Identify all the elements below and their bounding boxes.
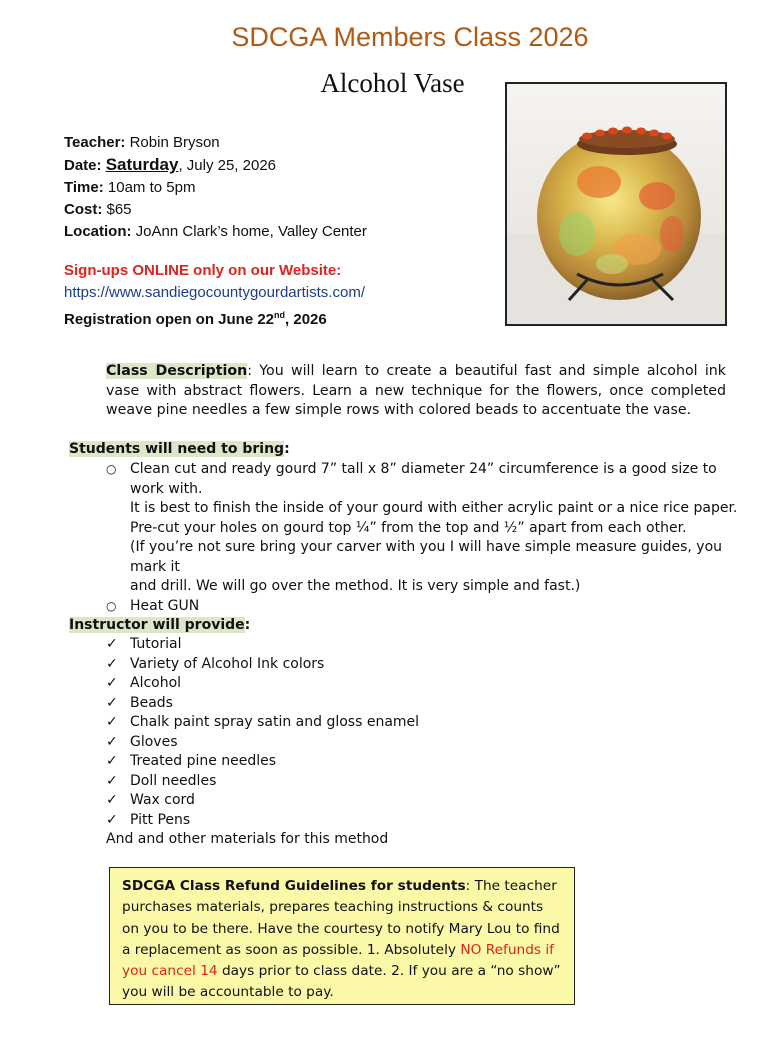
refund-guidelines-box bbox=[109, 867, 575, 1005]
date-value: , July 25, 2026 bbox=[178, 157, 277, 174]
bring-item-line: Pre-cut your holes on gourd top ¼” from the top and ½” apart from each other. bbox=[130, 519, 687, 536]
location-value: JoAnn Clark’s home, Valley Center bbox=[135, 223, 367, 240]
checkmark-icon: ✓ bbox=[106, 792, 118, 808]
list-item bbox=[106, 597, 746, 617]
circle-bullet-icon: ○ bbox=[106, 598, 117, 613]
checkmark-icon: ✓ bbox=[106, 694, 118, 711]
checkmark-icon: ✓ bbox=[106, 675, 118, 691]
bring-list bbox=[106, 460, 746, 616]
bring-heading-colon: : bbox=[284, 441, 290, 457]
provide-item-text: Chalk paint spray satin and gloss enamel bbox=[130, 714, 420, 730]
bring-item-line: (If you’re not sure bring your carver with you I will have simple measure guides, you mark it bbox=[130, 539, 723, 575]
bring-heading bbox=[69, 441, 290, 457]
list-item bbox=[106, 713, 606, 733]
teacher-value: Robin Bryson bbox=[129, 134, 220, 151]
provide-footer: And and other materials for this method bbox=[106, 831, 389, 847]
registration-sup: nd bbox=[274, 310, 286, 320]
cost-value: $65 bbox=[106, 201, 132, 218]
list-item bbox=[106, 811, 606, 831]
location-row bbox=[64, 221, 367, 243]
bring-item-text: Heat GUN bbox=[130, 597, 200, 614]
checkmark-icon: ✓ bbox=[106, 714, 118, 730]
time-value: 10am to 5pm bbox=[107, 179, 196, 196]
provide-heading-colon: : bbox=[244, 617, 251, 633]
refund-text-end: days prior to class date. 2. If you are a “no show” you will be accountable to pay. bbox=[122, 963, 561, 1001]
date-day: Saturday bbox=[105, 155, 179, 174]
provide-heading bbox=[69, 617, 250, 633]
class-description bbox=[106, 362, 726, 421]
class-details bbox=[64, 132, 367, 243]
list-item bbox=[106, 733, 606, 753]
time-row bbox=[64, 177, 367, 199]
signup-notice: Sign-ups ONLINE only on our Website: bbox=[64, 262, 342, 279]
refund-warning: NO Refunds if you cancel 14 bbox=[122, 941, 554, 980]
provide-item-text: Wax cord bbox=[130, 792, 195, 808]
provide-item-text: Gloves bbox=[130, 733, 178, 750]
bring-item-line: It is best to finish the inside of your gourd with either acrylic paint or a nice rice paper. bbox=[130, 500, 738, 516]
provide-item-text: Doll needles bbox=[130, 772, 217, 789]
provide-item-text: Variety of Alcohol Ink colors bbox=[130, 655, 325, 672]
provide-item-text: Pitt Pens bbox=[130, 811, 191, 828]
page-title: SDCGA Members Class 2026 bbox=[231, 22, 589, 52]
list-item bbox=[106, 655, 606, 675]
bring-item-text: Clean cut and ready gourd 7” tall x 8” diameter 24” circumference is a good size to work with. bbox=[130, 461, 717, 497]
checkmark-icon: ✓ bbox=[106, 811, 118, 828]
checkmark-icon: ✓ bbox=[106, 636, 118, 652]
provide-item-text: Beads bbox=[130, 694, 173, 711]
checkmark-icon: ✓ bbox=[106, 753, 118, 769]
provide-item-text: Tutorial bbox=[130, 636, 182, 652]
list-item bbox=[106, 694, 606, 714]
refund-label: SDCGA Class Refund Guidelines for students bbox=[122, 878, 466, 894]
list-item bbox=[106, 674, 606, 694]
location-label: Location: bbox=[64, 223, 132, 240]
cost-row bbox=[64, 199, 367, 221]
teacher-label: Teacher: bbox=[64, 134, 126, 151]
bring-item-line: and drill. We will go over the method. It is very simple and fast.) bbox=[130, 578, 581, 594]
class-title: Alcohol Vase bbox=[320, 68, 465, 98]
registration-suffix: , 2026 bbox=[285, 311, 327, 328]
cost-label: Cost: bbox=[64, 201, 103, 218]
signup-section bbox=[64, 260, 365, 331]
vase-photo bbox=[505, 82, 727, 326]
checkmark-icon: ✓ bbox=[106, 733, 118, 750]
date-label: Date: bbox=[64, 157, 102, 174]
website-link[interactable]: https://www.sandiegocountygourdartists.com/ bbox=[64, 284, 365, 301]
list-item bbox=[106, 635, 606, 655]
date-row bbox=[64, 154, 367, 177]
refund-text: : The teacher purchases materials, prepares teaching instructions & counts on you to be there. Have the courtesy to notify Mary Lou to find a replacement as soon as possible. 1. Absolutely bbox=[122, 878, 560, 958]
time-label: Time: bbox=[64, 179, 104, 196]
provide-item-text: Treated pine needles bbox=[130, 753, 277, 769]
provide-item-text: Alcohol bbox=[130, 675, 182, 691]
provide-heading-label: Instructor will provide bbox=[69, 617, 245, 633]
registration-prefix: Registration open on June 22 bbox=[64, 311, 275, 328]
registration-date bbox=[64, 304, 365, 331]
checkmark-icon: ✓ bbox=[106, 655, 118, 672]
circle-bullet-icon: ○ bbox=[106, 462, 117, 476]
list-item bbox=[106, 791, 606, 811]
provide-list bbox=[106, 635, 606, 850]
bring-heading-label: Students will need to bring bbox=[69, 441, 285, 457]
description-label: Class Description bbox=[106, 363, 248, 379]
teacher-row bbox=[64, 132, 367, 154]
description-text: : You will learn to create a beautiful fast and simple alcohol ink vase with abstract flowers. Learn a new technique for the flowers, once completed weave pine needles a few simple rows with colored beads to accentuate the vase. bbox=[106, 363, 726, 418]
list-item bbox=[106, 460, 746, 597]
checkmark-icon: ✓ bbox=[106, 772, 118, 789]
vase-illustration bbox=[507, 84, 725, 324]
list-item bbox=[106, 752, 606, 772]
list-item bbox=[106, 772, 606, 792]
